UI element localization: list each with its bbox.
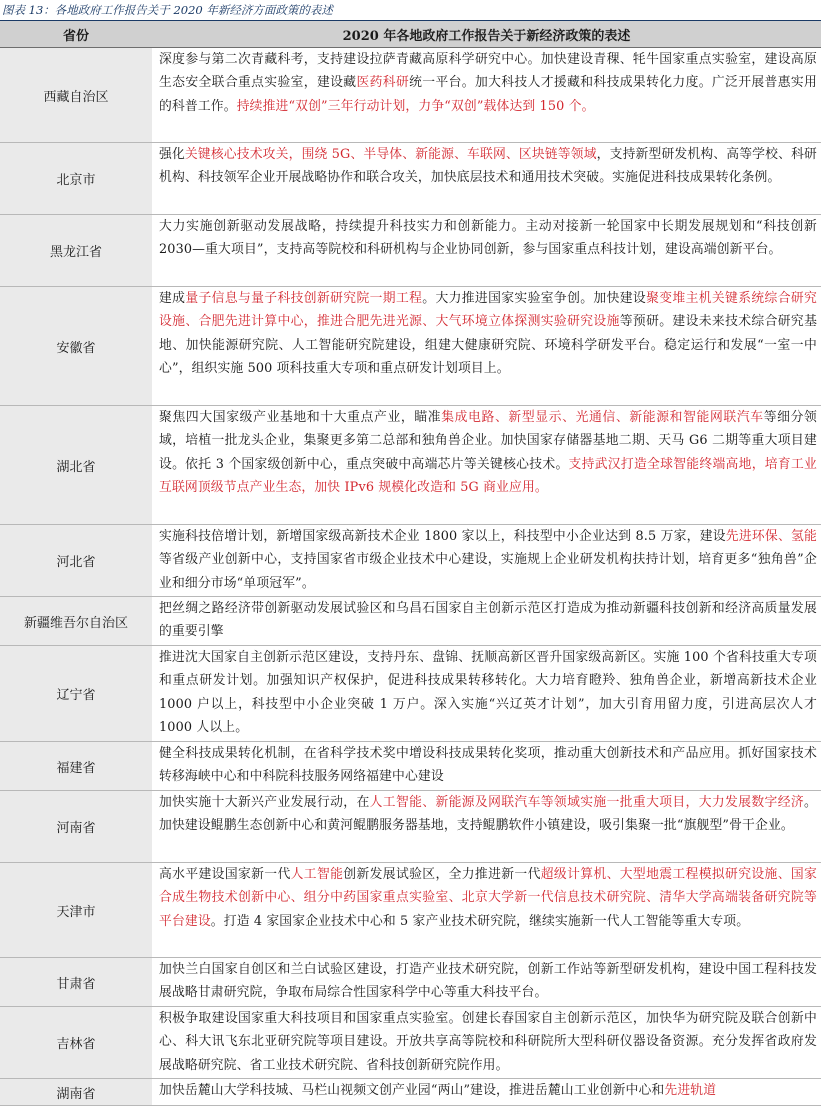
statement-cell xyxy=(152,48,821,142)
statement-cell xyxy=(152,1007,821,1078)
table-row xyxy=(0,958,821,1007)
statement-cell xyxy=(152,958,821,1006)
highlighted-text: 集成电路、新型显示、光通信、新能源和智能网联汽车 xyxy=(441,410,764,425)
province-cell: 甘肃省 xyxy=(0,958,152,1006)
highlighted-text: 聚变堆主机关键系统综合研究设施、合肥先进计算中心，推进合肥先进光源、大气环境立体探测实验研究设施 xyxy=(159,291,817,330)
highlighted-text: 医药科研 xyxy=(356,75,410,91)
statement-text: 等省级产业创新中心，支持国家省市级企业技术中心建设，实施规上企业研发机构扶持计划，培育更多“独角兽”企业和细分市场“单项冠军”。 xyxy=(159,552,817,591)
statement-cell xyxy=(152,525,821,596)
province-cell: 天津市 xyxy=(0,863,152,957)
table-header xyxy=(0,21,821,48)
statement-cell xyxy=(152,863,821,957)
province-cell: 新疆维吾尔自治区 xyxy=(0,597,152,645)
highlighted-text: 超级计算机、大型地震工程模拟研究设施、国家合成生物技术创新中心、组分中药国家重点实验室、北京大学新一代信息技术研究院、清华大学高端装备研究院等平台建设 xyxy=(159,867,817,929)
policy-table-body xyxy=(0,48,821,1106)
highlighted-text: 持续推进“双创”三年行动计划，力争“双创”载体达到 150 个。 xyxy=(236,98,595,114)
statement-text: 积极争取建设国家重大科技项目和国家重点实验室。创建长春国家自主创新示范区，加快华为研究院及联合创新中心、科大讯飞东北亚研究院等项目建设。开放共享高等院校和科研院所大型科研仪器设备资源。充分发挥省政府发展战略研究院、省工业技术研究院、省科技创新研究院作用。 xyxy=(159,1011,817,1073)
province-cell: 辽宁省 xyxy=(0,646,152,741)
statement-text: 聚焦四大国家级产业基地和十大重点产业，瞄准 xyxy=(159,410,442,425)
statement-text: 。打造 4 家国家企业技术中心和 5 家产业技术研究院，继续实施新一代人工智能等重大专项。 xyxy=(210,913,750,929)
statement-cell xyxy=(152,215,821,286)
statement-text: 加快兰白国家自创区和兰白试验区建设，打造产业技术研究院，创新工作站等新型研发机构，建设中国工程科技发展战略甘肃研究院，争取布局综合性国家科学中心等重大科技平台。 xyxy=(159,962,817,1001)
table-row xyxy=(0,215,821,287)
statement-cell xyxy=(152,1079,821,1105)
table-row xyxy=(0,791,821,863)
statement-text: 。加快建设鲲鹏生态创新中心和黄河鲲鹏服务器基地，支持鲲鹏软件小镇建设，吸引集聚一批“旗舰型”骨干企业。 xyxy=(159,795,817,834)
highlighted-text: 量子信息与量子科技创新研究院一期工程 xyxy=(185,291,423,306)
statement-text: 加快实施十大新兴产业发展行动，在 xyxy=(159,795,370,810)
statement-text: 等细分领域，培植一批龙头企业，集聚更多第二总部和独角兽企业。加快国家存储器基地二期、天马 G6 二期等重大项目建设。依托 3 个国家级创新中心，重点突破中高端芯片等关键核心技术。 xyxy=(159,410,817,472)
figure-caption: 图表 13：各地政府工作报告关于 2020 年新经济方面政策的表述 xyxy=(0,0,821,21)
highlighted-text: 人工智能、新能源及网联汽车等领域实施一批重大项目，大力发展数字经济 xyxy=(369,795,805,810)
table-row xyxy=(0,1079,821,1106)
statement-cell xyxy=(152,791,821,862)
statement-text: 创新发展试验区，全力推进新一代 xyxy=(343,867,541,882)
province-cell: 湖北省 xyxy=(0,406,152,524)
province-cell: 河南省 xyxy=(0,791,152,862)
table-row xyxy=(0,525,821,597)
statement-text: 强化 xyxy=(159,147,185,162)
table-row xyxy=(0,48,821,143)
highlighted-text: 关键核心技术攻关，围绕 5G、半导体、新能源、车联网、区块链等领域 xyxy=(184,147,597,162)
statement-text: ，支持新型研发机构、高等学校、科研机构、科技领军企业开展战略协作和联合攻关，加快底层技术和通用技术突破。实施促进科技成果转化条例。 xyxy=(159,147,817,186)
header-statement: 2020 年各地政府工作报告关于新经济政策的表述 xyxy=(342,28,631,44)
table-row xyxy=(0,742,821,791)
province-cell: 河北省 xyxy=(0,525,152,596)
statement-text: 等预研。建设未来技术综合研究基地、加快能源研究院、人工智能研究院建设，组建大健康研究院、环境科学研发平台。稳定运行和发展“一室一中心”，组织实施 500 项科技重大专项和重点研发计划项目上。 xyxy=(159,314,818,377)
header-province: 省份 xyxy=(62,28,89,44)
province-cell: 黑龙江省 xyxy=(0,215,152,286)
highlighted-text: 先进轨道 xyxy=(664,1083,717,1098)
province-cell: 安徽省 xyxy=(0,287,152,405)
statement-text: 实施科技倍增计划，新增国家级高新技术企业 1800 家以上，科技型中小企业达到 8.5 万家，建设 xyxy=(159,529,726,544)
highlighted-text: 先进环保、氢能 xyxy=(725,529,817,544)
statement-text: 高水平建设国家新一代 xyxy=(159,867,291,882)
statement-text: 大力实施创新驱动发展战略，持续提升科技实力和创新能力。主动对接新一轮国家中长期发展规划和“科技创新 2030—重大项目”，支持高等院校和科研机构与企业协同创新，参与国家重点科技计划，建设高端创新平台。 xyxy=(159,219,817,258)
statement-text: 把丝绸之路经济带创新驱动发展试验区和乌昌石国家自主创新示范区打造成为推动新疆科技创新和经济高质量发展的重要引擎 xyxy=(159,601,817,640)
province-cell: 福建省 xyxy=(0,742,152,790)
statement-text: 统一平台。加大科技人才援藏和科技成果转化力度。广泛开展普惠实用的科普工作。 xyxy=(159,75,817,114)
highlighted-text: 人工智能 xyxy=(290,867,344,882)
statement-text: 建成 xyxy=(159,291,186,306)
table-row xyxy=(0,863,821,958)
highlighted-text: 支持武汉打造全球智能终端高地，培育工业互联网顶级节点产业生态，加快 IPv6 规模化改造和 5G 商业应用。 xyxy=(159,456,817,496)
table-row xyxy=(0,143,821,215)
statement-text: 推进沈大国家自主创新示范区建设，支持丹东、盘锦、抚顺高新区晋升国家级高新区。实施 100 个省科技重大专项和重点研发计划。加强知识产权保护，促进科技成果转移转化。大力培育瞪羚、独角兽企业，新增高新技术企业 1000 户以上，科技型中小企业突破 1 万户。深入实施“兴辽英才计划”，加大引育用留力度，引进高层次人才 1000 人以上。 xyxy=(159,650,817,736)
table-row xyxy=(0,646,821,742)
province-cell: 吉林省 xyxy=(0,1007,152,1078)
statement-text: 。大力推进国家实验室争创。加快建设 xyxy=(422,291,647,306)
statement-cell xyxy=(152,742,821,790)
statement-cell xyxy=(152,143,821,214)
statement-text: 加快岳麓山大学科技城、马栏山视频文创产业园“两山”建设，推进岳麓山工业创新中心和 xyxy=(159,1083,665,1098)
statement-text: 健全科技成果转化机制，在省科学技术奖中增设科技成果转化奖项，推动重大创新技术和产品应用。抓好国家技术转移海峡中心和中科院科技服务网络福建中心建设 xyxy=(159,746,817,785)
statement-text: 深度参与第二次青藏科考，支持建设拉萨青藏高原科学研究中心。加快建设青稞、牦牛国家重点实验室，建设高原生态安全联合重点实验室，建设藏 xyxy=(159,52,817,91)
province-cell: 西藏自治区 xyxy=(0,48,152,142)
statement-cell xyxy=(152,646,821,741)
statement-cell xyxy=(152,406,821,524)
table-row xyxy=(0,287,821,406)
province-cell: 北京市 xyxy=(0,143,152,214)
statement-cell xyxy=(152,597,821,645)
statement-cell xyxy=(152,287,821,405)
table-row xyxy=(0,1007,821,1079)
province-cell: 湖南省 xyxy=(0,1079,152,1105)
table-row xyxy=(0,406,821,525)
table-row xyxy=(0,597,821,646)
